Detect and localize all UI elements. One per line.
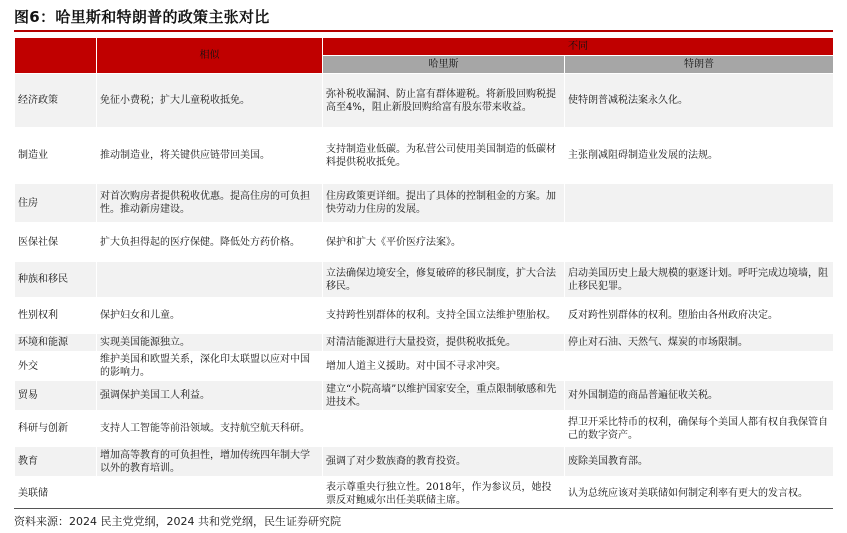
title-rule (14, 30, 833, 32)
table-row (15, 352, 834, 381)
table-row (15, 128, 834, 184)
table-row (15, 447, 834, 477)
header-harris: 哈里斯 (323, 56, 565, 74)
header-category (15, 38, 97, 74)
header-different: 不同 (323, 38, 834, 56)
cell-trump: 停止对石油、天然气、煤炭的市场限制。 (565, 334, 834, 352)
cell-harris: 增加人道主义援助。对中国不寻求冲突。 (323, 352, 565, 381)
cell-harris: 立法确保边境安全，修复破碎的移民制度，扩大合法移民。 (323, 262, 565, 298)
table-row (15, 184, 834, 223)
cell-harris: 住房政策更详细。提出了具体的控制租金的方案。加快劳动力住房的发展。 (323, 184, 565, 223)
cell-trump: 使特朗普减税法案永久化。 (565, 74, 834, 128)
cell-category: 贸易 (15, 381, 97, 411)
cell-category: 制造业 (15, 128, 97, 184)
cell-trump (565, 352, 834, 381)
cell-trump (565, 184, 834, 223)
cell-harris: 表示尊重央行独立性。2018年，作为参议员，她投票反对鲍威尔出任美联储主席。 (323, 477, 565, 511)
cell-harris: 建立“小院高墙”以维护国家安全，重点限制敏感和先进技术。 (323, 381, 565, 411)
table-row (15, 223, 834, 262)
cell-similar: 实现美国能源独立。 (97, 334, 323, 352)
table-row (15, 381, 834, 411)
cell-similar: 推动制造业，将关键供应链带回美国。 (97, 128, 323, 184)
header-similar: 相似 (97, 38, 323, 74)
cell-harris: 支持制造业低碳。为私营公司使用美国制造的低碳材料提供税收抵免。 (323, 128, 565, 184)
source-note: 资料来源：2024 民主党党纲，2024 共和党党纲，民生证券研究院 (14, 515, 341, 528)
cell-category: 医保社保 (15, 223, 97, 262)
cell-category: 科研与创新 (15, 411, 97, 447)
cell-trump: 主张削减阻碍制造业发展的法规。 (565, 128, 834, 184)
cell-similar: 免征小费税；扩大儿童税收抵免。 (97, 74, 323, 128)
cell-similar: 强调保护美国工人利益。 (97, 381, 323, 411)
cell-similar: 扩大负担得起的医疗保健。降低处方药价格。 (97, 223, 323, 262)
cell-trump: 废除美国教育部。 (565, 447, 834, 477)
cell-trump: 认为总统应该对美联储如何制定利率有更大的发言权。 (565, 477, 834, 511)
cell-harris: 对清洁能源进行大量投资，提供税收抵免。 (323, 334, 565, 352)
cell-category: 住房 (15, 184, 97, 223)
cell-similar: 支持人工智能等前沿领域。支持航空航天科研。 (97, 411, 323, 447)
cell-harris: 强调了对少数族裔的教育投资。 (323, 447, 565, 477)
cell-category: 经济政策 (15, 74, 97, 128)
cell-harris (323, 411, 565, 447)
cell-category: 性别权利 (15, 298, 97, 334)
cell-trump: 反对跨性别群体的权利。堕胎由各州政府决定。 (565, 298, 834, 334)
cell-harris: 弥补税收漏洞、防止富有群体避税。将新股回购税提高至4%，阻止新股回购给富有股东带来收益。 (323, 74, 565, 128)
figure-title: 图6：哈里斯和特朗普的政策主张对比 (14, 8, 270, 26)
cell-trump (565, 223, 834, 262)
cell-harris: 保护和扩大《平价医疗法案》。 (323, 223, 565, 262)
table-row (15, 334, 834, 352)
policy-comparison-table (14, 37, 834, 511)
cell-similar: 维护美国和欧盟关系，深化印太联盟以应对中国的影响力。 (97, 352, 323, 381)
table-row (15, 411, 834, 447)
cell-trump: 对外国制造的商品普遍征收关税。 (565, 381, 834, 411)
cell-similar (97, 477, 323, 511)
bottom-rule (14, 508, 833, 509)
cell-category: 教育 (15, 447, 97, 477)
table-row (15, 298, 834, 334)
table-row (15, 262, 834, 298)
cell-similar: 对首次购房者提供税收优惠。提高住房的可负担性。推动新房建设。 (97, 184, 323, 223)
cell-harris: 支持跨性别群体的权利。支持全国立法维护堕胎权。 (323, 298, 565, 334)
cell-category: 种族和移民 (15, 262, 97, 298)
cell-similar: 增加高等教育的可负担性，增加传统四年制大学以外的教育培训。 (97, 447, 323, 477)
cell-trump: 捍卫开采比特币的权利，确保每个美国人都有权自我保管自己的数字资产。 (565, 411, 834, 447)
cell-trump: 启动美国历史上最大规模的驱逐计划。呼吁完成边境墙，阻止移民犯罪。 (565, 262, 834, 298)
header-trump: 特朗普 (565, 56, 834, 74)
cell-category: 美联储 (15, 477, 97, 511)
table-row (15, 74, 834, 128)
cell-category: 环境和能源 (15, 334, 97, 352)
cell-category: 外交 (15, 352, 97, 381)
cell-similar (97, 262, 323, 298)
cell-similar: 保护妇女和儿童。 (97, 298, 323, 334)
table-row (15, 477, 834, 511)
